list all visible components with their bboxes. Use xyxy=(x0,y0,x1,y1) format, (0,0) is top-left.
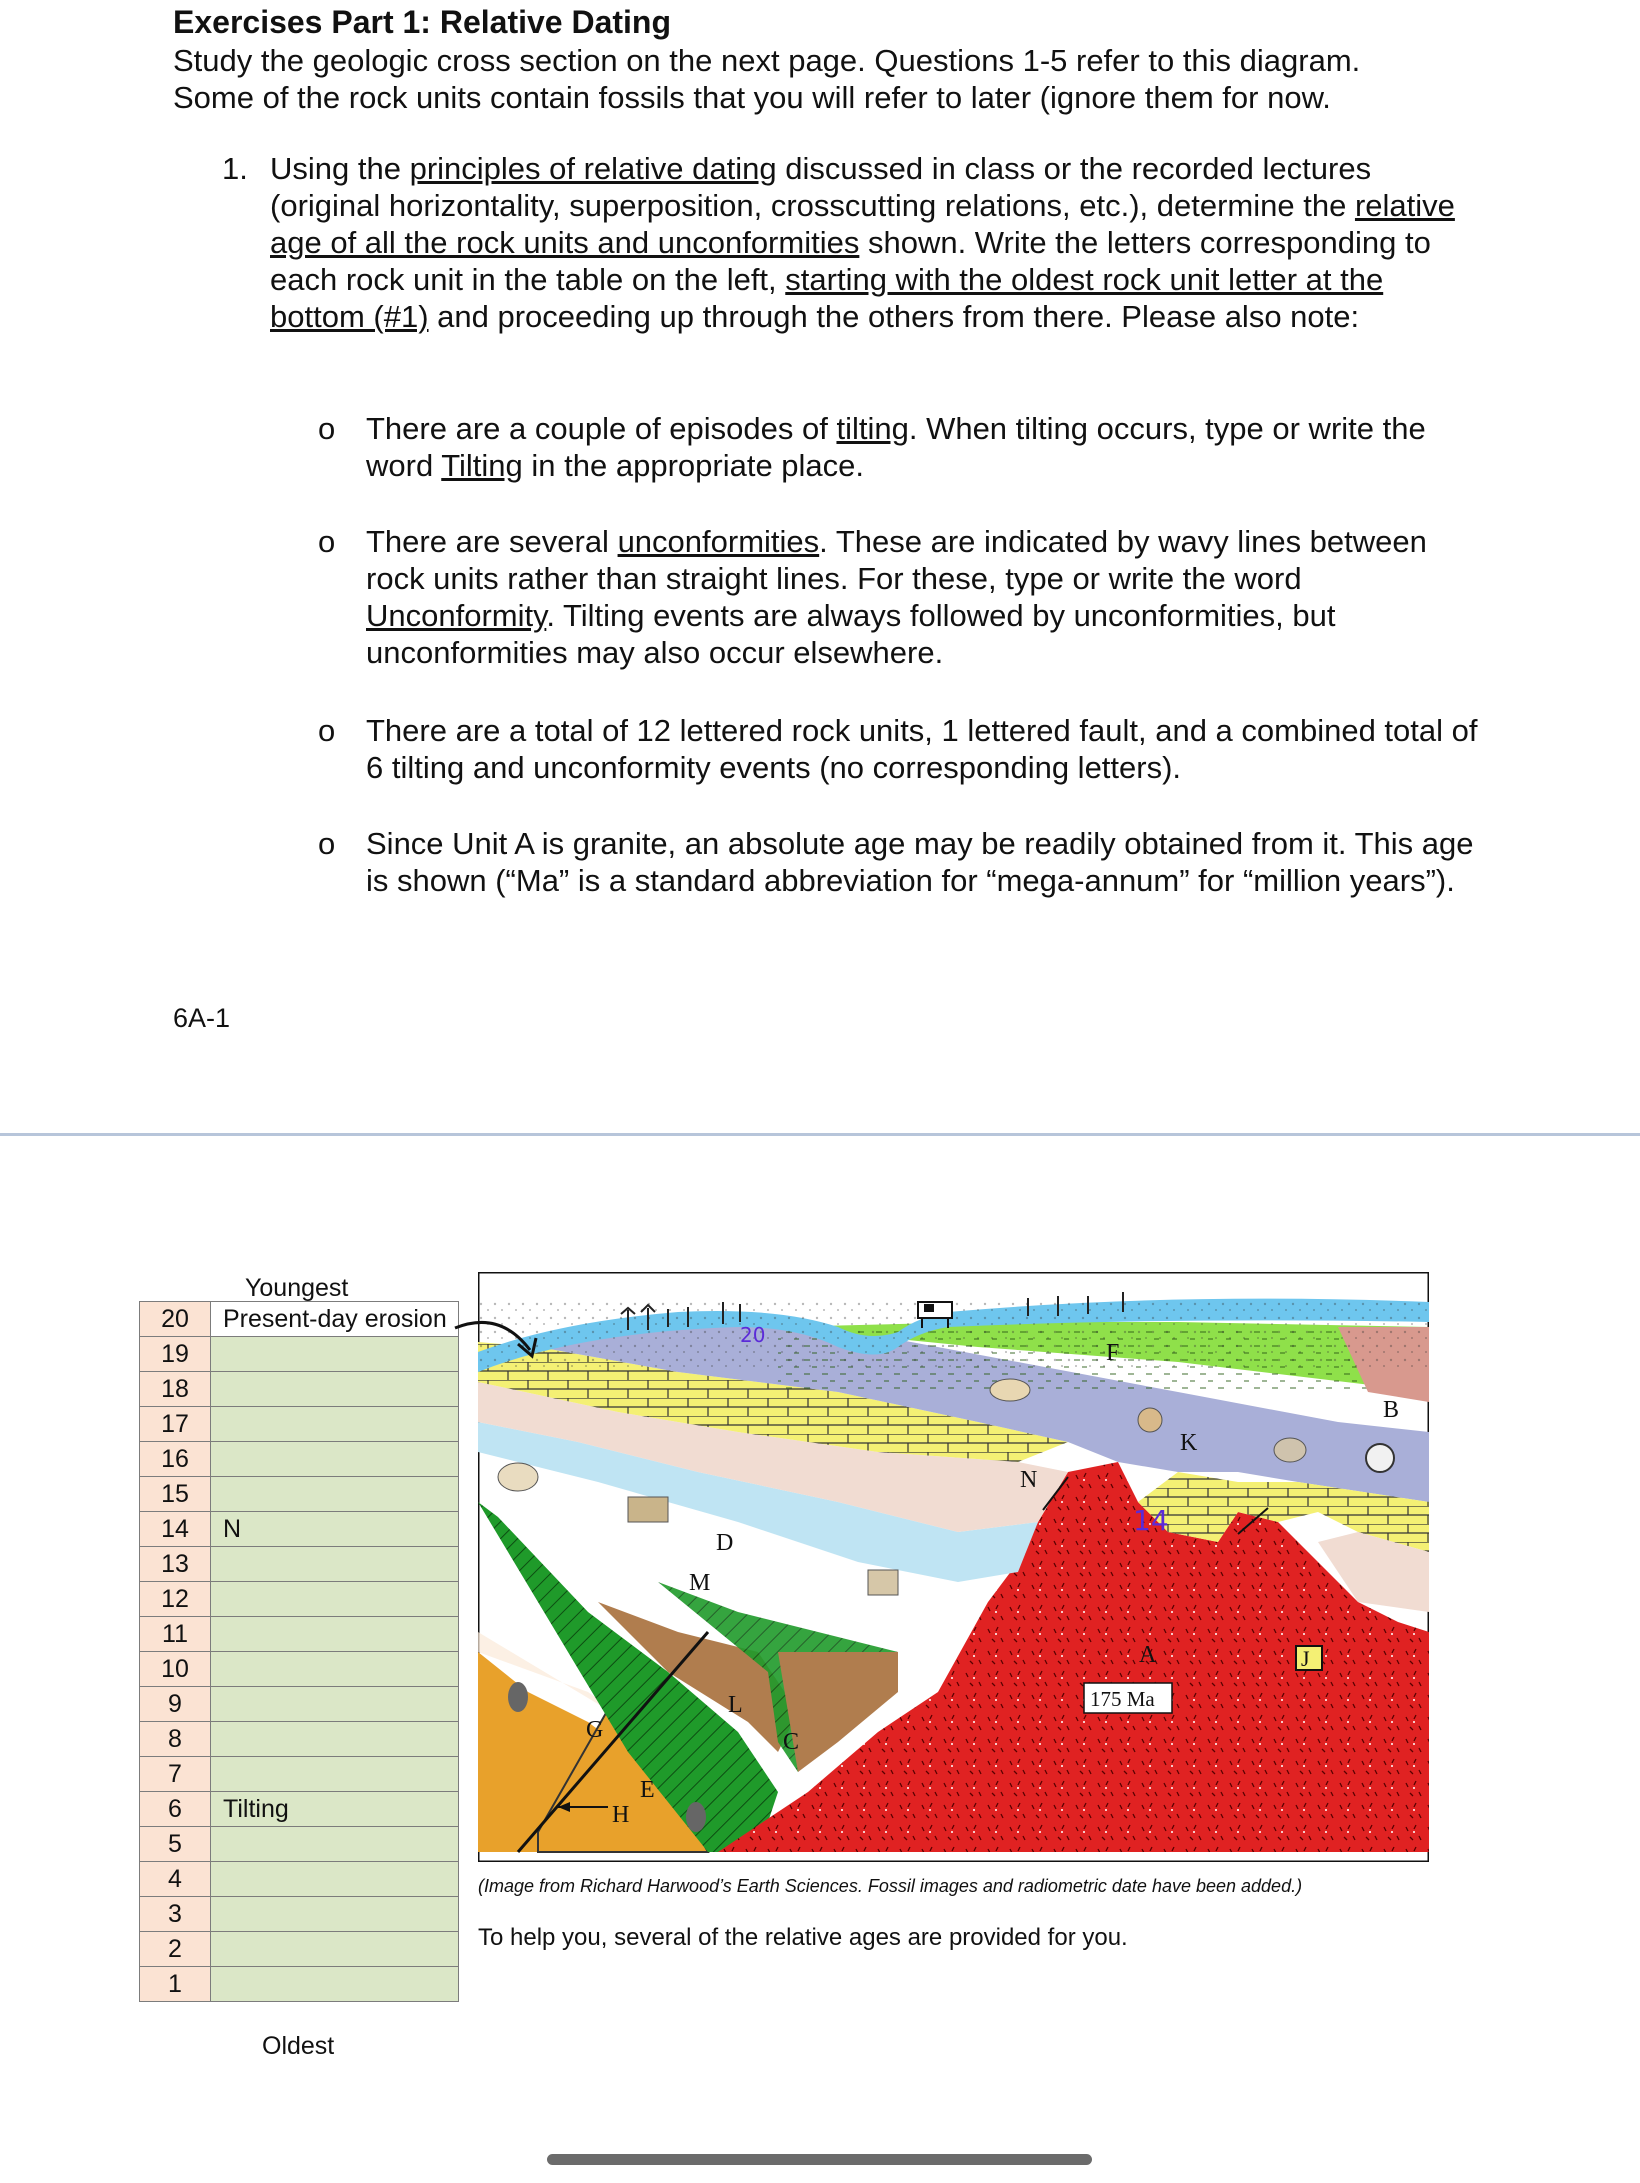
page-title: Exercises Part 1: Relative Dating xyxy=(173,4,672,40)
age-answer-cell[interactable] xyxy=(211,1407,459,1442)
intro-line-2: Some of the rock units contain fossils that you will refer to later (ignore them for now. xyxy=(173,80,1331,115)
page-divider xyxy=(0,1133,1640,1136)
bullet-totals xyxy=(318,712,1478,786)
age-order-number: 13 xyxy=(140,1547,211,1582)
age-order-number: 20 xyxy=(140,1302,211,1337)
label-J: J xyxy=(1301,1646,1310,1671)
erosion-pointer-arrow xyxy=(450,1300,560,1380)
age-order-number: 7 xyxy=(140,1757,211,1792)
topsoil-texture xyxy=(478,1302,1429,1372)
bullet-marker: o xyxy=(318,826,336,861)
b2-underline-unconformities: unconformities xyxy=(617,524,820,559)
label-K: K xyxy=(1180,1430,1198,1456)
age-answer-cell[interactable] xyxy=(211,1932,459,1967)
bullet-granite-age xyxy=(318,825,1478,899)
fossil-crinoid-icon xyxy=(868,1570,898,1595)
age-table-row xyxy=(140,1722,459,1757)
q1-text-b: discussed in class or the recorded lectures (original horizontality, superposition, crosscutting relations, etc.), determine the xyxy=(270,151,1372,223)
age-answer-cell[interactable]: Tilting xyxy=(211,1792,459,1827)
age-answer-cell[interactable] xyxy=(211,1582,459,1617)
age-table-row xyxy=(140,1302,459,1337)
q1-underline-oldest: starting with the oldest rock unit letter at the bottom (#1) xyxy=(270,262,1384,334)
question-1 xyxy=(222,150,1482,335)
age-table-row xyxy=(140,1827,459,1862)
age-answer-cell[interactable] xyxy=(211,1967,459,2002)
age-order-number: 19 xyxy=(140,1337,211,1372)
label-B: B xyxy=(1383,1397,1400,1423)
fossil-trilobite-icon xyxy=(686,1802,706,1832)
question-number: 1. xyxy=(222,151,248,186)
age-answer-cell[interactable] xyxy=(211,1687,459,1722)
b1-text-a: There are a couple of episodes of xyxy=(366,411,837,446)
fossil-gastropod-icon xyxy=(1274,1438,1306,1462)
b1-text-b: . When tilting occurs, type or write the word xyxy=(366,411,1426,483)
age-table-row xyxy=(140,1967,459,2002)
age-answer-cell[interactable] xyxy=(211,1547,459,1582)
age-table-row xyxy=(140,1547,459,1582)
label-G: G xyxy=(586,1717,604,1743)
q1-underline-principles: principles of relative dating xyxy=(409,151,777,186)
age-table-row xyxy=(140,1582,459,1617)
b1-underline-tilting: tilting xyxy=(836,411,909,446)
youngest-label: Youngest xyxy=(245,1274,349,1302)
fossil-clam-icon xyxy=(498,1463,538,1491)
age-answer-cell[interactable] xyxy=(211,1862,459,1897)
age-order-number: 12 xyxy=(140,1582,211,1617)
age-table-row xyxy=(140,1337,459,1372)
age-order-number: 11 xyxy=(140,1617,211,1652)
b1-text-c: in the appropriate place. xyxy=(522,448,865,483)
age-answer-cell[interactable]: Present-day erosion xyxy=(211,1302,459,1337)
age-table-row xyxy=(140,1372,459,1407)
label-N: N xyxy=(1020,1467,1038,1493)
home-indicator-bar[interactable] xyxy=(547,2154,1092,2165)
label-A: A xyxy=(1139,1642,1157,1668)
fossil-trilobite-icon xyxy=(508,1682,528,1712)
bullet-marker: o xyxy=(318,713,336,748)
age-order-number: 2 xyxy=(140,1932,211,1967)
age-order-number: 15 xyxy=(140,1477,211,1512)
age-table-row xyxy=(140,1407,459,1442)
label-C: C xyxy=(783,1729,800,1755)
bullet-tilting xyxy=(318,410,1478,484)
age-answer-cell[interactable] xyxy=(211,1372,459,1407)
q1-text-c: shown. Write the letters corresponding to each rock unit in the table on the left, xyxy=(270,225,1431,297)
age-table-row xyxy=(140,1897,459,1932)
intro-line-1: Study the geologic cross section on the next page. Questions 1-5 refer to this diagram. xyxy=(173,43,1361,78)
b4-text: Since Unit A is granite, an absolute age may be readily obtained from it. This age is shown (“Ma” is a standard abbreviation for “mega-annum” for “million years”). xyxy=(366,826,1474,898)
label-H: H xyxy=(612,1802,630,1828)
label-F: F xyxy=(1106,1340,1120,1366)
handwritten-20: 20 xyxy=(740,1323,766,1347)
intro-text xyxy=(173,42,1473,116)
b2-text-a: There are several xyxy=(366,524,618,559)
age-answer-cell[interactable]: N xyxy=(211,1512,459,1547)
age-table-row xyxy=(140,1512,459,1547)
age-table-row xyxy=(140,1757,459,1792)
age-order-number: 14 xyxy=(140,1512,211,1547)
age-answer-cell[interactable] xyxy=(211,1337,459,1372)
age-order-number: 17 xyxy=(140,1407,211,1442)
age-answer-cell[interactable] xyxy=(211,1897,459,1932)
oldest-label: Oldest xyxy=(262,2032,335,2060)
age-table-row xyxy=(140,1442,459,1477)
age-table-row xyxy=(140,1477,459,1512)
age-answer-cell[interactable] xyxy=(211,1722,459,1757)
age-order-number: 16 xyxy=(140,1442,211,1477)
label-L: L xyxy=(728,1692,743,1718)
page-label: 6A-1 xyxy=(173,1003,231,1033)
handwritten-14: 14 xyxy=(1133,1504,1169,1537)
age-table xyxy=(139,1301,459,2002)
age-order-number: 8 xyxy=(140,1722,211,1757)
age-table-row xyxy=(140,1687,459,1722)
b2-underline-unconformity-word: Unconformity xyxy=(366,598,547,633)
age-answer-cell[interactable] xyxy=(211,1442,459,1477)
age-order-number: 4 xyxy=(140,1862,211,1897)
age-table-row xyxy=(140,1617,459,1652)
bullet-unconformities xyxy=(318,523,1478,671)
q1-text-a: Using the xyxy=(270,151,410,186)
bullet-marker: o xyxy=(318,524,336,559)
age-table-row xyxy=(140,1652,459,1687)
age-answer-cell[interactable] xyxy=(211,1652,459,1687)
help-text: To help you, several of the relative ages are provided for you. xyxy=(478,1924,1128,1951)
granite-age-label: 175 Ma xyxy=(1090,1687,1155,1711)
age-table-row xyxy=(140,1932,459,1967)
label-E: E xyxy=(640,1777,655,1803)
age-order-number: 10 xyxy=(140,1652,211,1687)
b1-underline-tilting-word: Tilting xyxy=(441,448,523,483)
q1-text-d: and proceeding up through the others from there. Please also note: xyxy=(428,299,1360,334)
question-body xyxy=(270,150,1482,335)
age-answer-cell[interactable] xyxy=(211,1757,459,1792)
fossil-shell-icon xyxy=(990,1379,1030,1401)
fossil-ammonite-icon xyxy=(1138,1408,1162,1432)
age-answer-cell[interactable] xyxy=(211,1617,459,1652)
q1-underline-relative-age: relative age of all the rock units and unconformities xyxy=(270,188,1455,260)
age-order-number: 6 xyxy=(140,1792,211,1827)
age-answer-cell[interactable] xyxy=(211,1477,459,1512)
age-answer-cell[interactable] xyxy=(211,1827,459,1862)
age-order-number: 3 xyxy=(140,1897,211,1932)
age-table-row xyxy=(140,1862,459,1897)
b2-text-c: . Tilting events are always followed by unconformities, but unconformities may also occur elsewhere. xyxy=(366,598,1336,670)
fossil-slab-icon xyxy=(628,1497,668,1522)
bullet-marker: o xyxy=(318,411,336,446)
age-table-row xyxy=(140,1792,459,1827)
age-order-number: 1 xyxy=(140,1967,211,2002)
age-order-number: 5 xyxy=(140,1827,211,1862)
geologic-cross-section xyxy=(478,1272,1429,1862)
age-order-number: 18 xyxy=(140,1372,211,1407)
diagram-caption: (Image from Richard Harwood’s Earth Sciences. Fossil images and radiometric date have been added.) xyxy=(478,1876,1303,1896)
b3-text: There are a total of 12 lettered rock units, 1 lettered fault, and a combined total of 6 tilting and unconformity events (no corresponding letters). xyxy=(366,713,1478,785)
label-M: M xyxy=(689,1570,711,1596)
age-order-number: 9 xyxy=(140,1687,211,1722)
label-D: D xyxy=(716,1530,734,1556)
fossil-brachiopod-icon xyxy=(1366,1444,1394,1472)
b2-text-b: . These are indicated by wavy lines between rock units rather than straight lines. For these, type or write the word xyxy=(366,524,1427,596)
